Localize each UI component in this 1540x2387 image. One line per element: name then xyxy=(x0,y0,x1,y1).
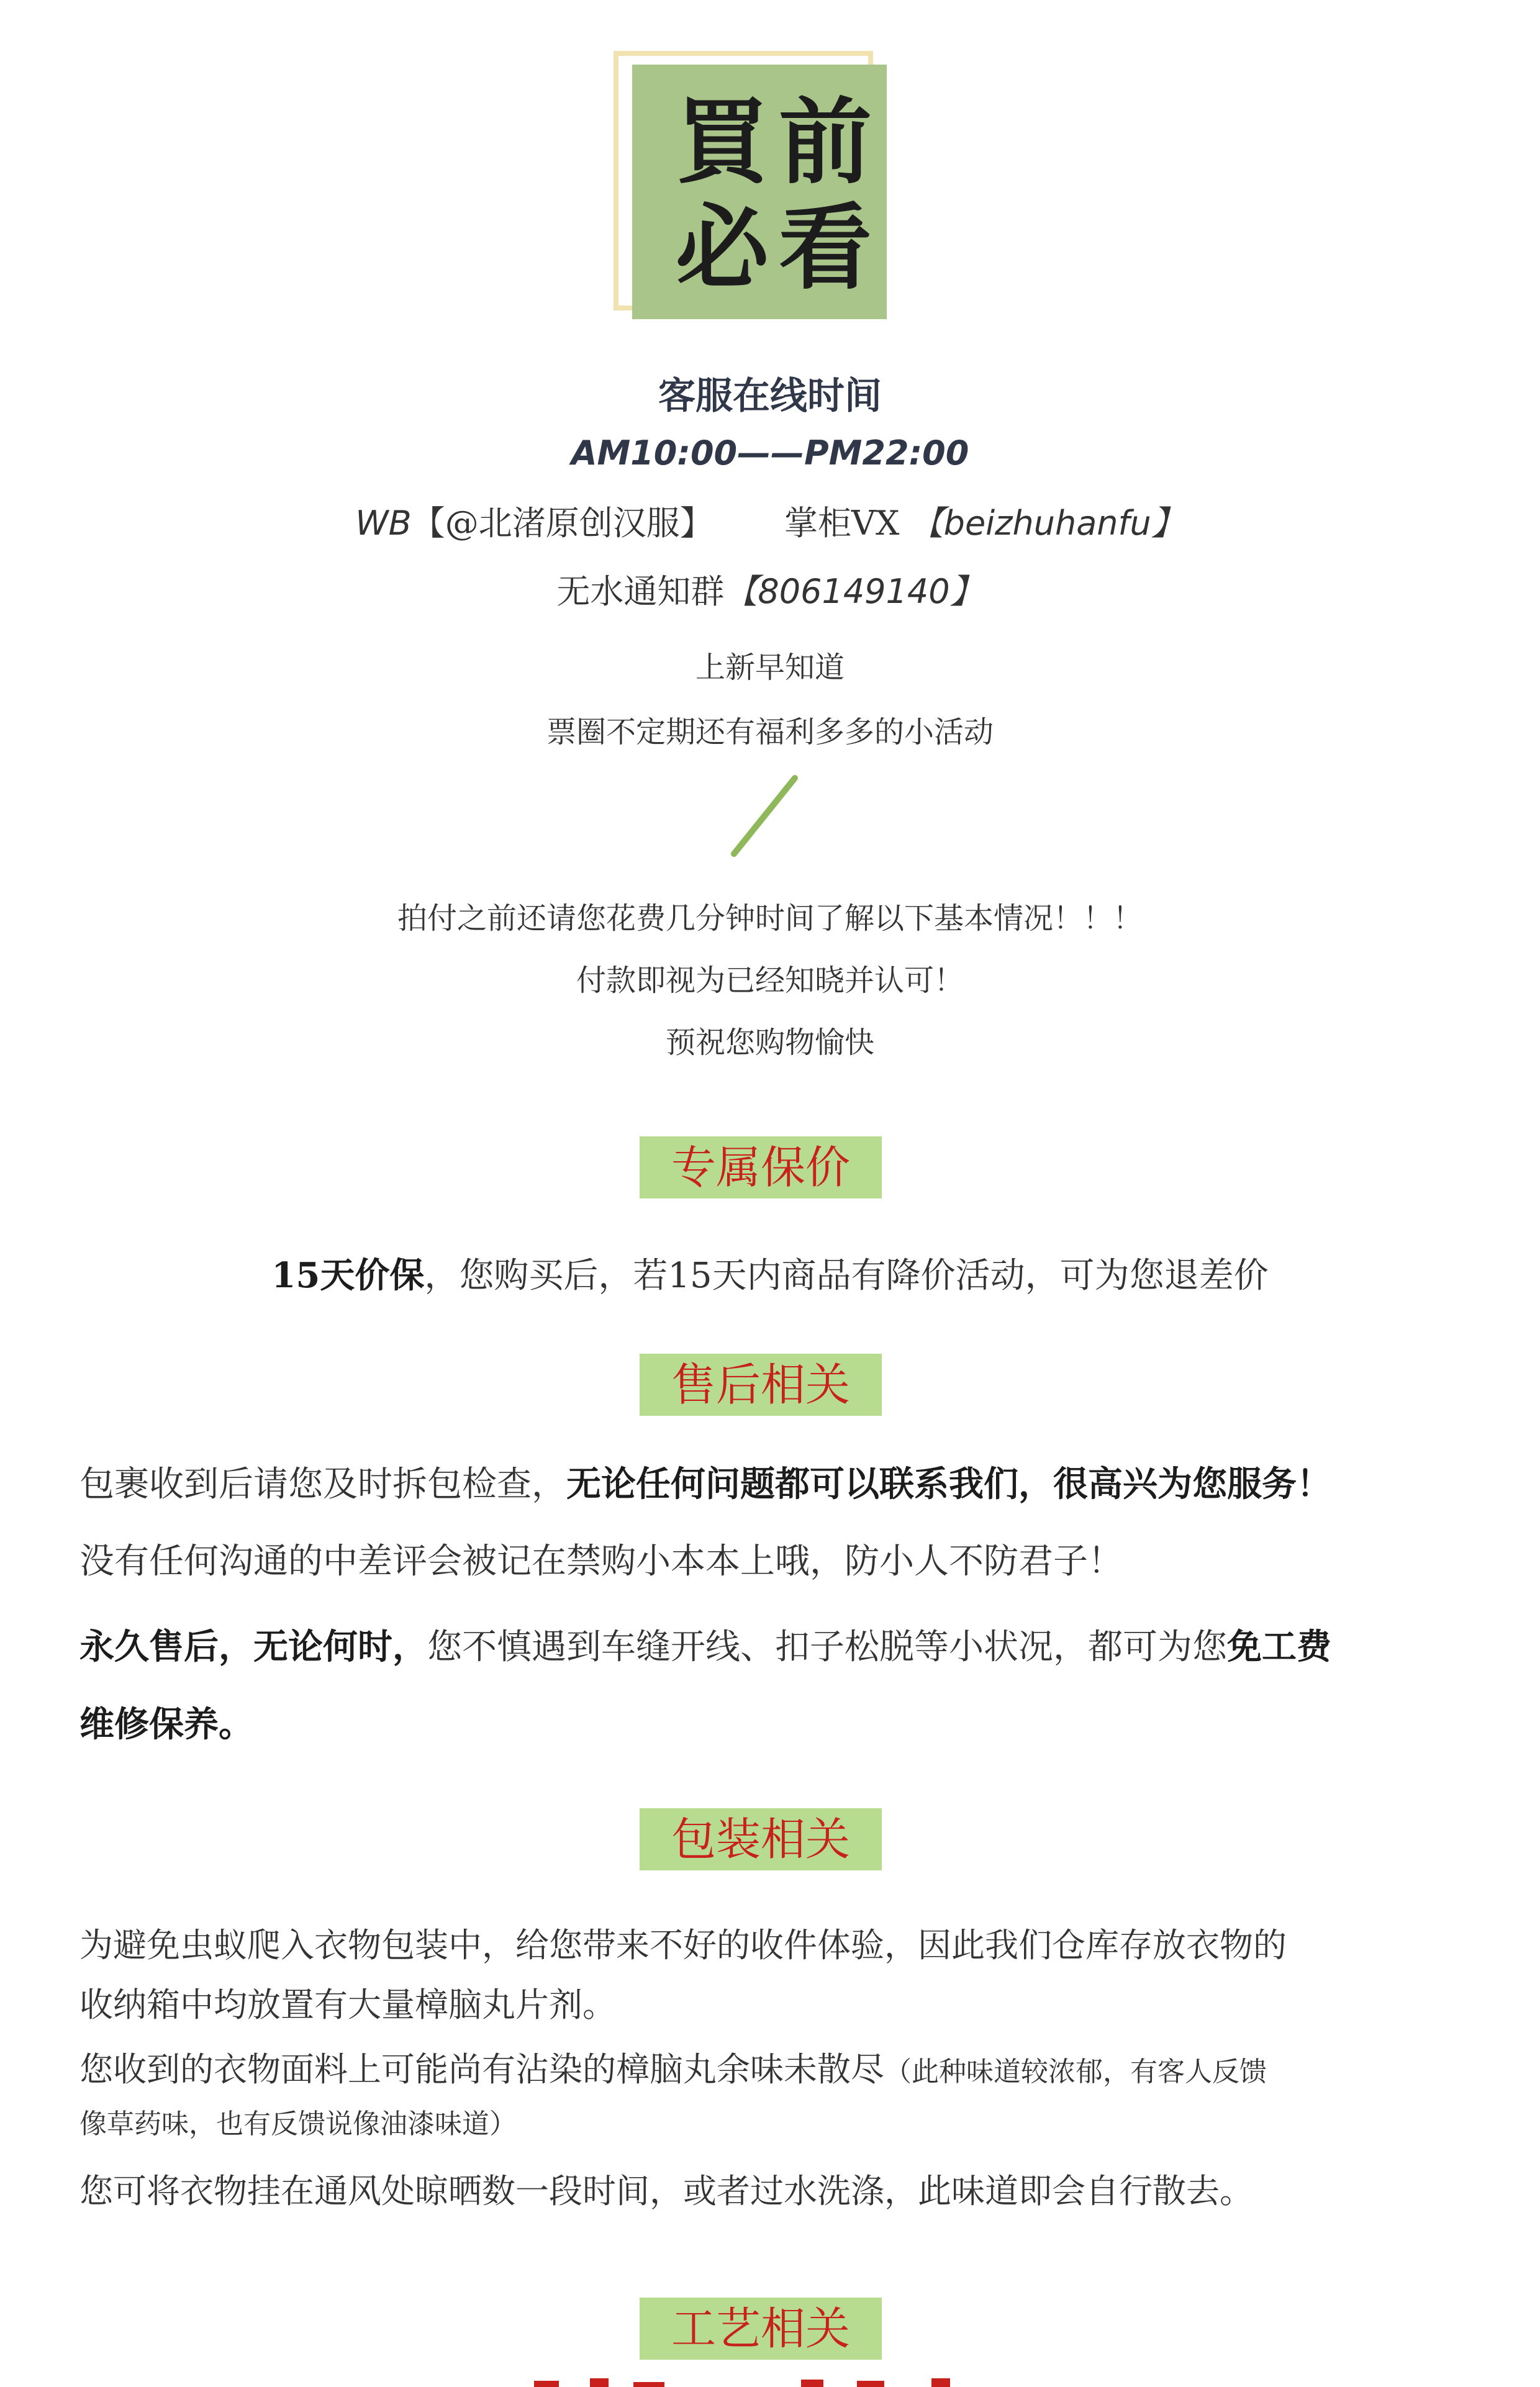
packaging-p1a: 为避免虫蚁爬入衣物包装中，给您带来不好的收件体验，因此我们仓库存放衣物的 xyxy=(79,1926,1287,1965)
weibo-handle: 【@北渚原创汉服】 xyxy=(411,504,713,543)
logo-char-2: 買 xyxy=(676,88,769,197)
weibo-label: WB xyxy=(355,504,412,543)
notice-line-3: 预祝您购物愉快 xyxy=(665,1025,874,1060)
notice-line-2: 付款即视为已经知晓并认可！ xyxy=(576,963,964,998)
packaging-p2 xyxy=(79,2043,1483,2091)
section-header-packaging: 包装相关 xyxy=(640,1808,882,1870)
section-header-craft: 工艺相关 xyxy=(640,2298,882,2360)
price-protect-text xyxy=(0,1248,1540,1298)
logo-char-1: 前 xyxy=(779,88,872,197)
after-sales-p3 xyxy=(79,1608,1483,1764)
notice-line-1: 拍付之前还请您花费几分钟时间了解以下基本情况！！！ xyxy=(397,901,1143,936)
divider-slash-icon xyxy=(727,773,801,860)
after-sales-p3-bold2: 免工费 xyxy=(1227,1626,1331,1667)
section-header-price-protect: 专属保价 xyxy=(640,1136,882,1198)
packaging-p2-main: 您收到的衣物面料上可能尚有沾染的樟脑丸余味未散尽 xyxy=(79,2050,884,2089)
intro-line-2: 票圈不定期还有福利多多的小活动 xyxy=(546,715,994,750)
intro-line-1: 上新早知道 xyxy=(695,650,845,685)
packaging-p1b: 收纳箱中均放置有大量樟脑丸片剂。 xyxy=(79,1985,616,2024)
price-protect-bold: 15天价保 xyxy=(271,1255,425,1296)
logo xyxy=(632,65,887,319)
service-hours: AM10:00——PM22:00 xyxy=(571,433,969,473)
packaging-p3: 您可将衣物挂在通风处晾晒数一段时间，或者过水洗涤，此味道即会自行散去。 xyxy=(79,2172,1253,2211)
after-sales-p3-bold3: 维修保养。 xyxy=(79,1704,253,1745)
group-number: 【806149140】 xyxy=(724,572,984,611)
after-sales-p2: 没有任何沟通的中差评会被记在禁购小本本上哦，防小人不防君子！ xyxy=(79,1541,1123,1582)
logo-char-4: 必 xyxy=(676,193,769,302)
group-line xyxy=(0,565,1540,613)
service-hours-title: 客服在线时间 xyxy=(658,374,882,418)
contact-line xyxy=(0,497,1540,545)
after-sales-p3-bold1: 永久售后，无论何时， xyxy=(79,1626,427,1667)
after-sales-p1-normal: 包裹收到后请您及时拆包检查， xyxy=(79,1464,566,1505)
after-sales-p3-normal: 您不慎遇到车缝开线、扣子松脱等小状况，都可为您 xyxy=(427,1627,1227,1667)
group-label: 无水通知群 xyxy=(556,572,725,611)
cut-off-red-text xyxy=(534,2372,1006,2387)
price-protect-desc: ，您购买后，若15天内商品有降价活动，可为您退差价 xyxy=(424,1256,1269,1296)
section-header-after-sales: 售后相关 xyxy=(640,1354,882,1416)
packaging-p2-note-b: 像草药味，也有反馈说像油漆味道） xyxy=(79,2108,517,2140)
wechat-label: 掌柜VX xyxy=(784,504,900,543)
after-sales-p1 xyxy=(79,1457,1483,1506)
packaging-p2-note-a: （此种味道较浓郁，有客人反馈 xyxy=(884,2056,1267,2088)
wechat-id: 【beizhuhanfu】 xyxy=(910,504,1185,543)
after-sales-p1-bold: 无论任何问题都可以联系我们，很高兴为您服务！ xyxy=(566,1464,1331,1505)
logo-char-3: 看 xyxy=(779,193,872,302)
